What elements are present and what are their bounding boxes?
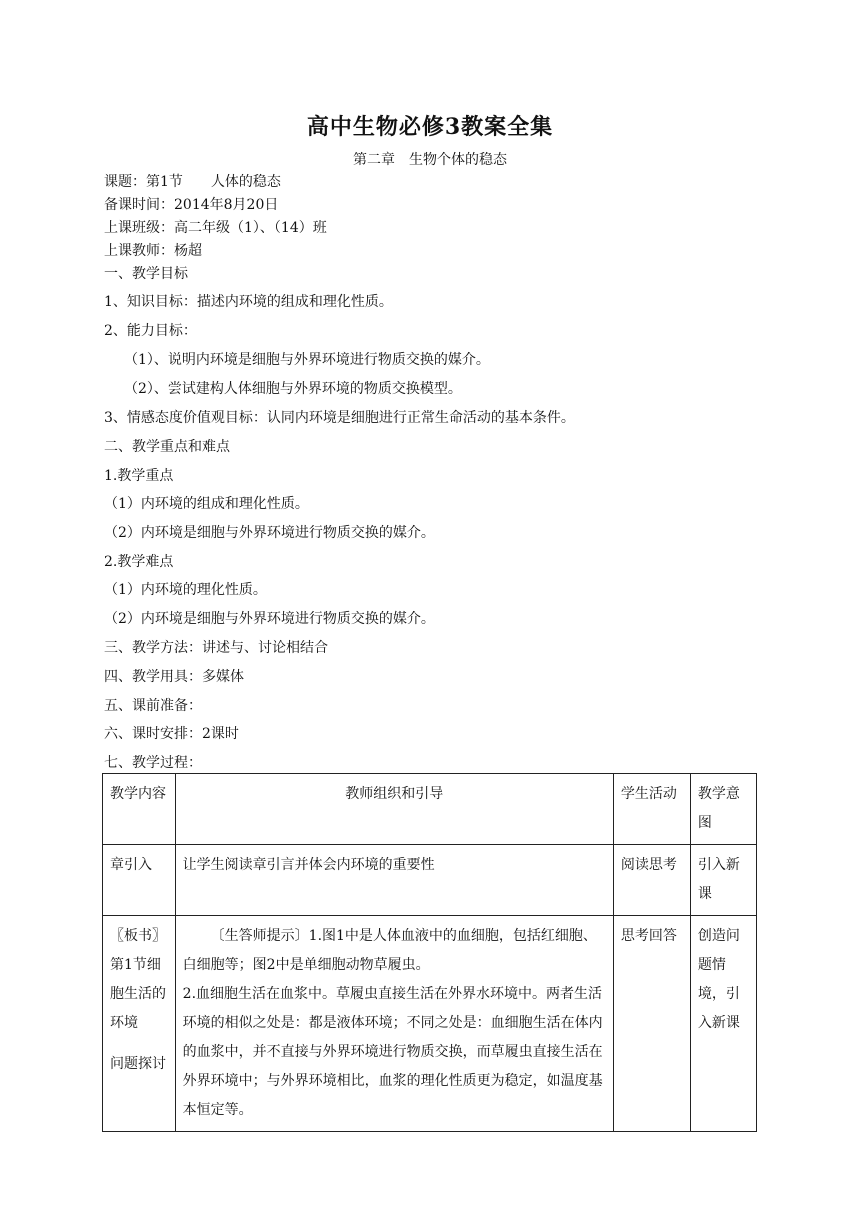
chapter-title: 第二章 生物个体的稳态 <box>353 152 507 168</box>
info-date: 备课时间：2014年8月20日 <box>104 197 279 213</box>
cell-content <box>103 916 176 1132</box>
header-guide: 教师组织和引导 <box>175 774 613 845</box>
cell-content-discussion: 问题探讨 <box>110 1056 166 1072</box>
key-points-heading: 1.教学重点 <box>104 468 174 484</box>
goal-knowledge: 1、知识目标：描述内环境的组成和理化性质。 <box>104 294 393 310</box>
guide-paragraph-2: 2.血细胞生活在血浆中。草履虫直接生活在外界水环境中。两者生活环境的相似之处是：都是液体环境；不同之处是：血细胞生活在体内的血浆中，并不直接与外界环境进行物质交换，而草履虫直接生活在外界环境中；与外界环境相比，血浆的理化性质更为稳定，如温度基本恒定等。 <box>182 986 603 1118</box>
cell-content: 章引入 <box>103 845 176 916</box>
method-line: 三、教学方法：讲述与、讨论相结合 <box>104 640 328 656</box>
cell-activity: 思考回答 <box>613 916 690 1132</box>
cell-guide: 让学生阅读章引言并体会内环境的重要性 <box>175 845 613 916</box>
difficult-points-heading: 2.教学难点 <box>104 554 174 570</box>
difficult-point-1: （1）内环境的理化性质。 <box>104 582 267 598</box>
hours-line: 六、课时安排：2课时 <box>104 726 239 742</box>
table-row <box>103 916 757 1132</box>
key-heading: 二、教学重点和难点 <box>104 439 230 455</box>
goal-attitude: 3、情感态度价值观目标：认同内环境是细胞进行正常生命活动的基本条件。 <box>104 410 575 426</box>
info-topic: 课题：第1节 人体的稳态 <box>104 174 281 190</box>
key-point-2: （2）内环境是细胞与外界环境进行物质交换的媒介。 <box>104 525 435 541</box>
goal-ability-2: （2）、尝试建构人体细胞与外界环境的物质交换模型。 <box>124 381 462 397</box>
goal-ability: 2、能力目标： <box>104 323 197 339</box>
table-header-row <box>103 774 757 845</box>
key-point-1: （1）内环境的组成和理化性质。 <box>104 496 309 512</box>
tools-line: 四、教学用具：多媒体 <box>104 669 244 685</box>
info-classes: 上课班级：高二年级（1）、（14）班 <box>104 220 327 236</box>
cell-intent: 创造问题情境，引入新课 <box>690 916 756 1132</box>
difficult-point-2: （2）内环境是细胞与外界环境进行物质交换的媒介。 <box>104 611 435 627</box>
cell-guide <box>175 916 613 1132</box>
header-content: 教学内容 <box>103 774 176 845</box>
info-teacher: 上课教师：杨超 <box>104 243 202 259</box>
goals-heading: 一、教学目标 <box>104 266 188 282</box>
header-activity: 学生活动 <box>613 774 690 845</box>
prep-line: 五、课前准备： <box>104 698 202 714</box>
process-line: 七、教学过程： <box>104 755 202 771</box>
table-row <box>103 845 757 916</box>
cell-activity: 阅读思考 <box>613 845 690 916</box>
lesson-table <box>102 773 757 1132</box>
document-title: 高中生物必修3教案全集 <box>306 114 554 140</box>
header-intent: 教学意图 <box>690 774 756 845</box>
guide-paragraph-1: 〔生答师提示〕1.图1中是人体血液中的血细胞，包括红细胞、白细胞等；图2中是单细胞动物草履虫。 <box>182 928 597 973</box>
cell-content-board: 〖板书〗第1节细胞生活的环境 <box>110 928 166 1031</box>
goal-ability-1: （1）、说明内环境是细胞与外界环境进行物质交换的媒介。 <box>124 352 490 368</box>
cell-intent: 引入新课 <box>690 845 756 916</box>
